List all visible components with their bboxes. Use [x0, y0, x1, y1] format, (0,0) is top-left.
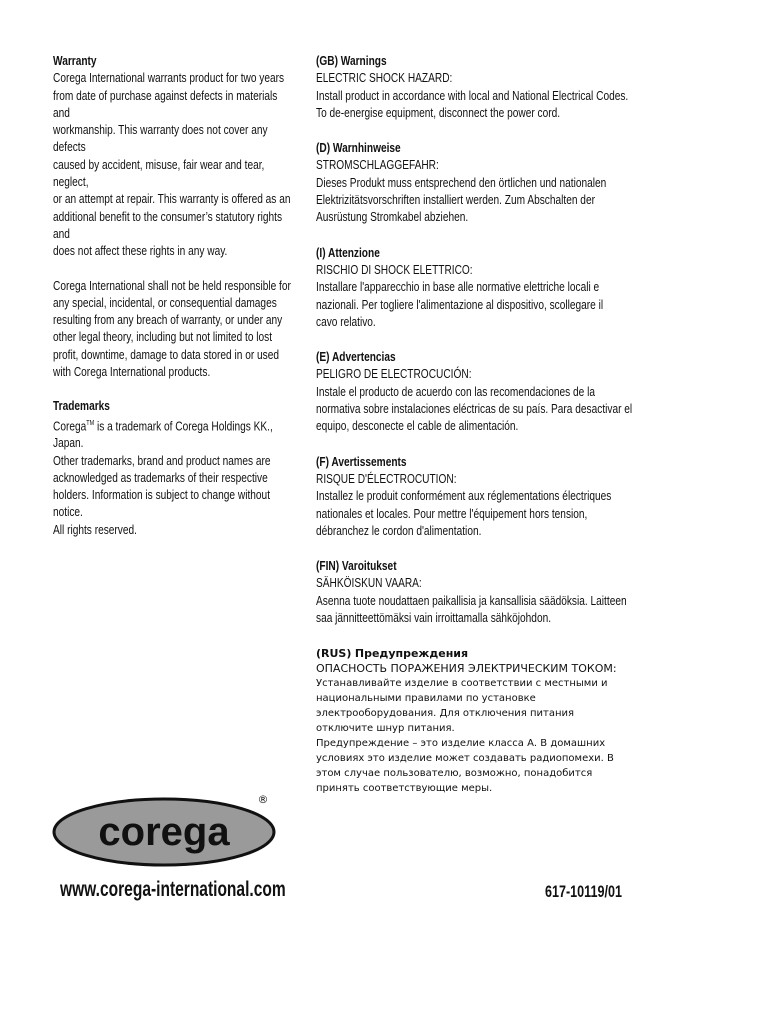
warning-title: (I) Attenzione: [316, 244, 380, 260]
trademark-symbol: TM: [86, 419, 95, 427]
warranty-line: workmanship. This warranty does not cover any defects: [53, 122, 268, 155]
warning-line-rus: этом случае пользователю, возможно, понадобится: [316, 768, 593, 779]
liability-section: [53, 277, 293, 381]
warning-hazard-rus: ОПАСНОСТЬ ПОРАЖЕНИЯ ЭЛЕКТРИЧЕСКИМ ТОКОМ:: [316, 662, 617, 675]
warning-hazard: PELIGRO DE ELECTROCUCIÓN:: [316, 366, 472, 382]
warranty-line: or an attempt at repair. This warranty is offered as an: [53, 191, 291, 207]
warning-line: nationales et locales. Pour mettre l'équipement hors tension,: [316, 505, 588, 521]
warning-title: (F) Avertissements: [316, 453, 407, 469]
logo-text: corega: [98, 810, 230, 854]
trademark-rest: is a trademark of Corega Holdings KK., Japan.: [53, 417, 273, 451]
warning-block-fin: [316, 557, 722, 626]
warning-block-i: [316, 244, 722, 330]
warning-line-rus: национальными правилами по установке: [316, 693, 536, 704]
warning-title: (E) Advertencias: [316, 349, 396, 365]
document-code: 617-10119/01: [545, 882, 622, 901]
warning-line-rus: Устанавливайте изделие в соответствии с местными и: [316, 678, 608, 689]
trademarks-line: holders. Information is subject to change without notice.: [53, 487, 271, 520]
warning-line: Installare l'apparecchio in base alle normative elettriche locali e: [316, 279, 600, 295]
warning-line: Asenna tuote noudattaen paikallisia ja kansallisia säädöksia. Laitteen: [316, 592, 627, 608]
warning-line: Installez le produit conformément aux réglementations électriques: [316, 488, 612, 504]
warranty-heading: Warranty: [53, 53, 97, 68]
warranty-line: from date of purchase against defects in materials and: [53, 87, 278, 120]
liability-line: Corega International shall not be held responsible for: [53, 277, 291, 293]
liability-line: other legal theory, including but not limited to lost: [53, 329, 273, 345]
warning-hazard: RISQUE D'ÉLECTROCUTION:: [316, 470, 457, 486]
warning-line: Instale el producto de acuerdo con las recomendaciones de la: [316, 383, 596, 399]
warning-block-f: [316, 453, 722, 539]
website-url: www.corega-international.com: [60, 878, 286, 901]
warning-line-rus: принять соответствующие меры.: [316, 783, 493, 794]
liability-line: profit, downtime, damage to data stored in or used: [53, 346, 280, 362]
trademarks-heading: Trademarks: [53, 398, 110, 414]
warning-line: To de-energise equipment, disconnect the power cord.: [316, 104, 561, 120]
left-column: [53, 52, 293, 555]
warning-hazard: ELECTRIC SHOCK HAZARD:: [316, 70, 453, 86]
warning-line-rus: условиях это изделие может создавать радиопомехи. В: [316, 753, 614, 764]
warning-line-rus: отключите шнур питания.: [316, 723, 455, 734]
trademarks-line: [53, 415, 293, 452]
warning-line: saa jännitteettömäksi vain irroittamalla sähköjohdon.: [316, 610, 552, 626]
trademark-brand: Corega: [53, 417, 87, 433]
warranty-line: does not affect these rights in any way.: [53, 243, 228, 259]
warning-hazard: SÄHKÖISKUN VAARA:: [316, 575, 422, 591]
warning-title: (D) Warnhinweise: [316, 140, 401, 156]
warning-line: Install product in accordance with local and National Electrical Codes.: [316, 87, 629, 103]
liability-line: any special, incidental, or consequential damages: [53, 294, 277, 310]
trademarks-line: acknowledged as trademarks of their respective: [53, 469, 268, 485]
warranty-line: Corega International warrants product for two years: [53, 70, 285, 86]
trademarks-line: All rights reserved.: [53, 521, 137, 537]
warning-line: Dieses Produkt muss entsprechend den örtlichen und nationalen: [316, 174, 607, 190]
warning-block-e: [316, 348, 722, 434]
warning-line: nazionali. Per togliere l'alimentazione al dispositivo, scollegare il: [316, 296, 604, 312]
warning-title: (FIN) Varoitukset: [316, 558, 397, 574]
warning-line: normativa sobre instalaciones eléctricas de su país. Para desactivar el: [316, 401, 633, 417]
warning-line: débranchez le cordon d'alimentation.: [316, 522, 482, 538]
liability-line: with Corega International products.: [53, 364, 211, 380]
warning-hazard: STROMSCHLAGGEFAHR:: [316, 157, 439, 173]
left-column-text: [53, 52, 293, 538]
warnings-list: [316, 52, 722, 626]
trademarks-section: [53, 397, 293, 538]
warning-line: equipo, desconecte el cable de alimentación.: [316, 418, 519, 434]
warranty-line: caused by accident, misuse, fair wear and tear, neglect,: [53, 156, 265, 190]
warning-title-rus: [316, 646, 646, 661]
warning-block-rus: [316, 646, 646, 796]
warning-line-rus: электрооборудования. Для отключения питания: [316, 708, 575, 719]
warning-line: cavo relativo.: [316, 313, 376, 329]
right-column: [316, 52, 736, 794]
liability-line: resulting from any breach of warranty, or under any: [53, 312, 283, 328]
warning-hazard: RISCHIO DI SHOCK ELETTRICO:: [316, 261, 473, 277]
warning-line: Ausrüstung Stromkabel abziehen.: [316, 209, 469, 225]
warning-line: Elektrizitätsvorschriften installiert werden. Zum Abschalten der: [316, 192, 595, 208]
warning-block-d: [316, 139, 722, 225]
warranty-line: additional benefit to the consumer’s statutory rights and: [53, 208, 283, 241]
trademarks-line: Other trademarks, brand and product names are: [53, 452, 271, 468]
warning-block-gb: [316, 52, 722, 121]
warning-line-rus: Предупреждение – это изделие класса А. В домашних: [316, 738, 606, 749]
registered-mark: ®: [257, 793, 269, 806]
warranty-section: [53, 52, 293, 260]
warning-title: (GB) Warnings: [316, 53, 387, 68]
rus-title-text: Предупреждения: [354, 647, 469, 660]
rus-code: (RUS): [316, 647, 352, 660]
corega-logo: [52, 790, 278, 868]
